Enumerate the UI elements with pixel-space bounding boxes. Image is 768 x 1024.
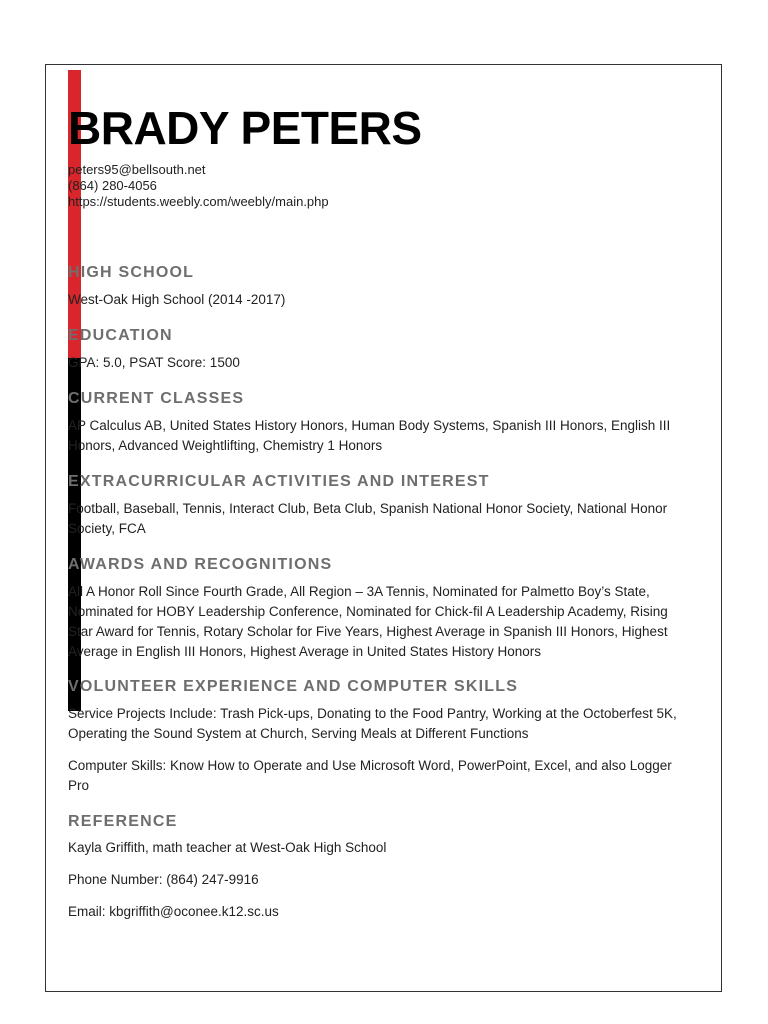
- section-heading-current-classes: CURRENT CLASSES: [68, 390, 245, 407]
- section-heading-extracurricular: EXTRACURRICULAR ACTIVITIES AND INTEREST: [68, 473, 490, 490]
- section-body-education: [68, 353, 692, 373]
- section-extracurricular: [68, 472, 692, 539]
- volunteer-service-text: Service Projects Include: Trash Pick-ups, Donating to the Food Pantry, Working at the Octoberfest 5K, Operating the Sound System at Church, Serving Meals at Different Functions: [68, 706, 677, 741]
- volunteer-computer-text: Computer Skills: Know How to Operate and Use Microsoft Word, PowerPoint, Excel, and also Logger Pro: [68, 758, 672, 793]
- section-heading-education: EDUCATION: [68, 327, 173, 344]
- resume-name: BRADY PETERS: [68, 102, 422, 154]
- contact-info: [68, 162, 692, 210]
- reference-phone-line: Phone Number: (864) 247-9916: [68, 872, 259, 887]
- contact-phone: (864) 280-4056: [68, 178, 157, 193]
- contact-website: https://students.weebly.com/weebly/main.php: [68, 194, 329, 209]
- section-heading-high-school: HIGH SCHOOL: [68, 264, 195, 281]
- section-body-volunteer: [68, 704, 692, 796]
- high-school-text: West-Oak High School (2014 -2017): [68, 292, 286, 307]
- section-body-awards: [68, 582, 692, 662]
- section-volunteer: [68, 677, 692, 796]
- current-classes-text: AP Calculus AB, United States History Honors, Human Body Systems, Spanish III Honors, English III Honors, Advanced Weightlifting, Chemistry 1 Honors: [68, 418, 671, 453]
- extracurricular-text: Football, Baseball, Tennis, Interact Club, Beta Club, Spanish National Honor Society, National Honor Society, FCA: [68, 501, 668, 536]
- section-awards: [68, 555, 692, 662]
- reference-email-line: Email: kbgriffith@oconee.k12.sc.us: [68, 904, 279, 919]
- section-body-extracurricular: [68, 499, 692, 539]
- section-reference: [68, 812, 692, 922]
- section-heading-volunteer: VOLUNTEER EXPERIENCE AND COMPUTER SKILLS: [68, 678, 519, 695]
- section-body-reference: [68, 838, 692, 922]
- section-body-high-school: [68, 290, 692, 310]
- reference-name-line: Kayla Griffith, math teacher at West-Oak High School: [68, 840, 387, 855]
- section-current-classes: [68, 389, 692, 456]
- awards-text: All A Honor Roll Since Fourth Grade, All Region – 3A Tennis, Nominated for Palmetto Boy’s State, Nominated for HOBY Leadership Conference, Nominated for Chick-fil A Leadership Academy, Rising Star Award for Tennis, Rotary Scholar for Five Years, Highest Average in Spanish III Honors, Highest Average in English III Honors, Highest Average in United States History Honors: [68, 584, 668, 659]
- section-heading-reference: REFERENCE: [68, 813, 178, 830]
- section-education: [68, 326, 692, 373]
- education-text: GPA: 5.0, PSAT Score: 1500: [68, 355, 240, 370]
- section-heading-awards: AWARDS AND RECOGNITIONS: [68, 556, 333, 573]
- resume-content: [68, 100, 692, 919]
- section-body-current-classes: [68, 416, 692, 456]
- section-high-school: [68, 263, 692, 310]
- contact-email: peters95@bellsouth.net: [68, 162, 206, 177]
